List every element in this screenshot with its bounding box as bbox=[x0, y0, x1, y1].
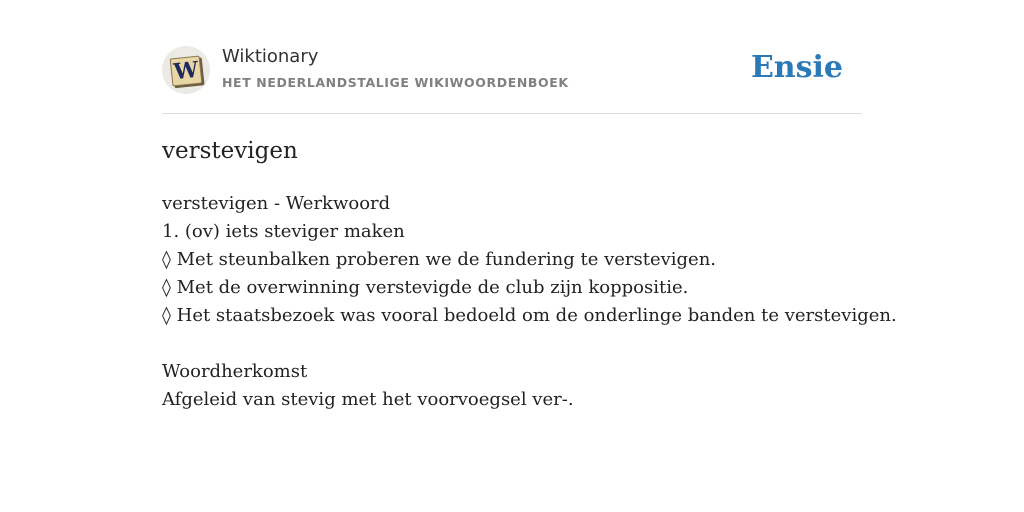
header bbox=[162, 44, 862, 96]
logo-tile-icon bbox=[170, 56, 203, 87]
ensie-brand-link[interactable]: Ensie bbox=[750, 50, 843, 85]
example-item: ◊ Het staatsbezoek was vooral bedoeld om de onderlinge banden te verstevigen. bbox=[162, 305, 897, 326]
logo-letter: W bbox=[172, 56, 200, 86]
section-spacer bbox=[162, 330, 882, 358]
definition-text: 1. (ov) iets steviger maken bbox=[162, 221, 405, 242]
entry-title: verstevigen bbox=[162, 138, 298, 164]
entry-content bbox=[162, 190, 897, 414]
wiktionary-logo[interactable] bbox=[162, 46, 210, 94]
example-item: ◊ Met steunbalken proberen we de fundering te verstevigen. bbox=[162, 249, 717, 270]
etymology-heading: Woordherkomst bbox=[162, 361, 308, 382]
header-divider bbox=[162, 113, 862, 114]
definition-heading: verstevigen - Werkwoord bbox=[162, 193, 391, 214]
etymology-text: Afgeleid van stevig met het voorvoegsel ver-. bbox=[162, 389, 574, 410]
site-name[interactable]: Wiktionary bbox=[222, 46, 319, 67]
example-item: ◊ Met de overwinning verstevigde de club zijn koppositie. bbox=[162, 277, 689, 298]
site-tagline: HET NEDERLANDSTALIGE WIKIWOORDENBOEK bbox=[222, 75, 569, 90]
